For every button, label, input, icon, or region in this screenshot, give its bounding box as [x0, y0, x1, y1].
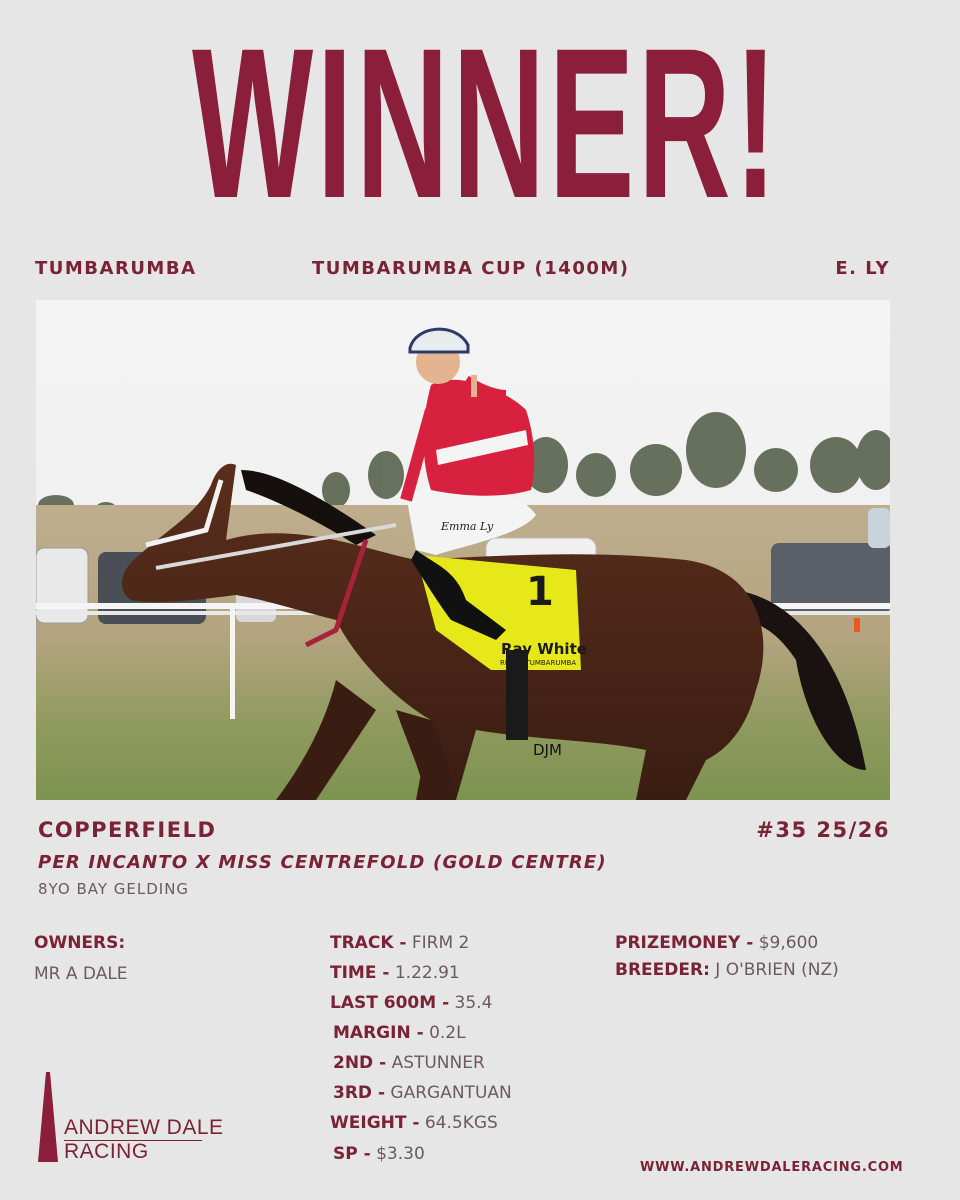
horse-name: COPPERFIELD	[38, 818, 217, 842]
stat-time	[330, 963, 460, 983]
stat-label: PRIZEMONEY -	[615, 933, 754, 953]
stat-label: TRACK -	[330, 933, 407, 953]
stat-margin	[333, 1023, 466, 1043]
stat-label: BREEDER:	[615, 960, 710, 980]
andrew-dale-racing-logo	[34, 1072, 234, 1172]
saddlecloth-sponsor: Ray White	[501, 640, 587, 658]
stat-value: $9,600	[758, 933, 819, 953]
stat-value: 0.2L	[429, 1023, 466, 1043]
stat-track	[330, 933, 469, 953]
pedigree: PER INCANTO X MISS CENTREFOLD (GOLD CENTRE)	[38, 852, 607, 873]
stat-value: J O'BRIEN (NZ)	[715, 960, 839, 980]
stat-value: 64.5KGS	[424, 1113, 498, 1133]
stat-value: ASTUNNER	[391, 1053, 485, 1073]
stat-sp	[333, 1144, 425, 1164]
race-jockey: E. LY	[835, 258, 890, 279]
stat-label: 3RD -	[333, 1083, 386, 1103]
stat-value: GARGANTUAN	[390, 1083, 512, 1103]
stat-second	[333, 1053, 485, 1073]
stat-weight	[330, 1113, 498, 1133]
owners-value: MR A DALE	[34, 964, 128, 984]
horse-description: 8YO BAY GELDING	[38, 880, 190, 898]
stat-breeder	[615, 960, 839, 980]
photographer-mark: DJM	[533, 741, 562, 759]
website-link[interactable]: WWW.ANDREWDALERACING.COM	[640, 1160, 904, 1175]
logo-line-1: ANDREW DALE	[64, 1116, 224, 1139]
stat-label: LAST 600M -	[330, 993, 450, 1013]
stat-third	[333, 1083, 512, 1103]
saddlecloth-number: 1	[526, 569, 554, 615]
stat-value: $3.30	[376, 1144, 425, 1164]
race-name: TUMBARUMBA CUP (1400M)	[312, 258, 630, 279]
saddlecloth-sub: RURAL TUMBARUMBA	[500, 659, 577, 667]
horse-and-jockey-photo	[36, 300, 890, 800]
winner-photo	[36, 300, 890, 800]
logo-line-2: RACING	[64, 1140, 149, 1163]
stat-last-600m	[330, 993, 492, 1013]
stat-label: TIME -	[330, 963, 390, 983]
stat-label: 2ND -	[333, 1053, 387, 1073]
winner-headline: WINNER!	[192, 4, 781, 243]
race-info-row	[35, 258, 890, 284]
logo-spire-icon	[34, 1072, 64, 1164]
owners-label: OWNERS:	[34, 933, 126, 953]
stat-label: WEIGHT -	[330, 1113, 420, 1133]
stat-value: FIRM 2	[411, 933, 470, 953]
stat-value: 1.22.91	[394, 963, 460, 983]
stat-label: SP -	[333, 1144, 371, 1164]
stat-prizemoney	[615, 933, 818, 953]
season-tally: #35 25/26	[756, 818, 890, 842]
race-venue: TUMBARUMBA	[35, 258, 197, 279]
pants-name: Emma Ly	[441, 520, 494, 533]
stat-label: MARGIN -	[333, 1023, 424, 1043]
stat-value: 35.4	[454, 993, 493, 1013]
